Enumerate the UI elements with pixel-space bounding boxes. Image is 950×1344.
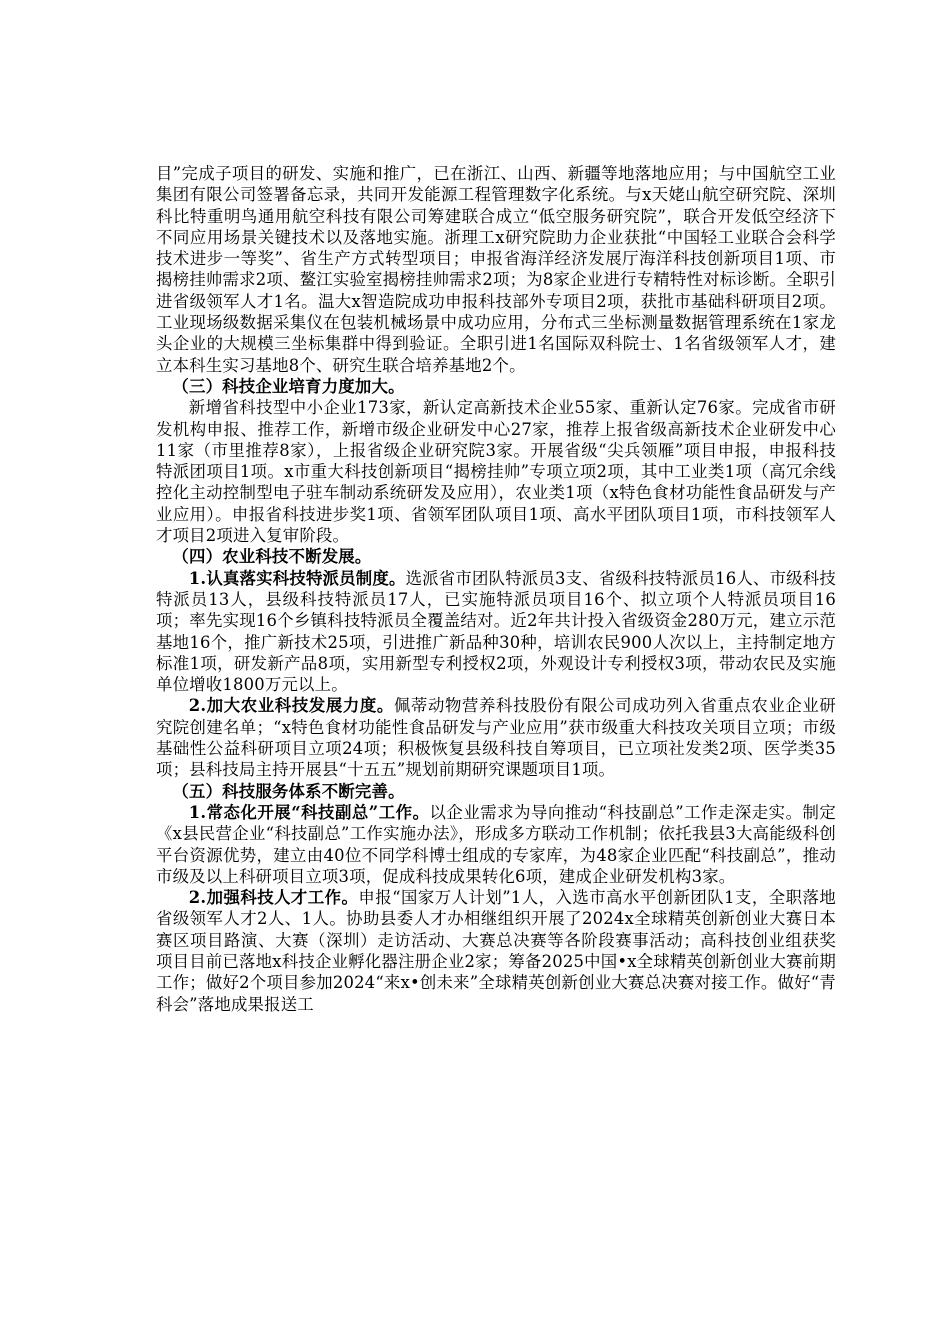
paragraph-continuation: 目”完成子项目的研发、实施和推广，已在浙江、山西、新疆等地落地应用；与中国航空工业集团有限公司签署备忘录，共同开发能源工程管理数字化系统。与x天姥山航空研究院、深圳科比特重明鸟通用航空科技有限公司筹建联合成立“低空服务研究院”，联合开发低空经济下不同应用场景关键技术以及落地实施。浙理工x研究院助力企业获批“中国轻工业联合会科学技术进步一等奖”、省生产方式转型项目；申报省海洋经济发展厅海洋科技创新项目1项、市揭榜挂帅需求2项、鳌江实验室揭榜挂帅需求2项；为8家企业进行专精特性对标诊断。全职引进省级领军人才1名。温大x智造院成功申报科技部外专项目2项，获批市基础科研项目2项。工业现场级数据采集仪在包装机械场景中成功应用，分布式三坐标测量数据管理系统在1家龙头企业的大规模三坐标集群中得到验证。全职引进1名国际双科院士、1名省级领军人才，建立本科生实习基地8个、研究生联合培养基地2个。 (156, 164, 836, 375)
subsection-title-4-1: 1.认真落实科技特派员制度。 (188, 568, 406, 588)
subsection-body-4-1: 选派省市团队特派员3支、省级科技特派员16人、市级科技特派员13人，县级科技特派员17人，已实施特派员项目16个、拟立项个人特派员项目16项；率先实现16个乡镇科技特派员全覆盖结对。近2年共计投入省级资金280万元，建立示范基地16个，推广新技术25项，引进推广新品种30种，培训农民900人次以上，主持制定地方标准1项，研发新产品8项，实用新型专利授权2项，外观设计专利授权3项，带动农民及实施单位增收1800万元以上。 (156, 568, 836, 695)
document-page (156, 163, 836, 1015)
subsection-body-4-2: 佩蒂动物营养科技股份有限公司成功列入省重点农业企业研究院创建名单；“x特色食材功能性食品研发与产业应用”获市级重大科技攻关项目立项；市级基础性公益科研项目立项24项；积极恢复县级科技自筹项目，已立项社发类2项、医学类35项；县科技局主持开展县“十五五”规划前期研究课题项目1项。 (156, 696, 836, 780)
paragraph-enterprise-cultivation: 新增省科技型中小企业173家，新认定高新技术企业55家、重新认定76家。完成省市研发机构申报、推荐工作，新增市级企业研发中心27家，推荐上报省级高新技术企业研发中心11家（市里推荐8家），上报省级企业研究院3家。开展省级“尖兵领雁”项目申报，申报科技特派团项目1项。x市重大科技创新项目“揭榜挂帅”专项立项2项，其中工业类1项（高冗余线控化主动控制型电子驻车制动系统研发及应用），农业类1项（x特色食材功能性食品研发与产业应用）。申报省科技进步奖1项、省领军团队项目1项、高水平团队项目1项，市科技领军人才项目2项进入复审阶段。 (156, 398, 836, 546)
section-heading-5: （五）科技服务体系不断完善。 (172, 781, 405, 801)
section-heading-4: （四）农业科技不断发展。 (172, 547, 372, 567)
subsection-title-4-2: 2.加大农业科技发展力度。 (188, 696, 394, 716)
subsection-title-5-2: 2.加强科技人才工作。 (188, 888, 359, 908)
subsection-body-5-2: 申报“国家万人计划”1人，入选市高水平创新团队1支，全职落地省级领军人才2人、1人。协助县委人才办相继组织开展了2024x全球精英创新创业大赛日本赛区项目路演、大赛（深圳）走访活动、大赛总决赛等各阶段赛事活动；高科技创业组获奖项目目前已落地x科技企业孵化器注册企业2家；筹备2025中国•x全球精英创新创业大赛前期工作；做好2个项目参加2024“来x•创未来”全球精英创新创业大赛总决赛对接工作。做好“青科会”落地成果报送工 (156, 888, 836, 1014)
subsection-title-5-1: 1.常态化开展“科技副总”工作。 (188, 802, 430, 822)
paragraph-talent-work (156, 887, 836, 1015)
paragraph-agri-development (156, 695, 836, 780)
paragraph-tech-vice-president (156, 802, 836, 887)
subsection-body-5-1: 以企业需求为导向推动“科技副总”工作走深走实。制定《x县民营企业“科技副总”工作实施办法》，形成多方联动工作机制；依托我县3大高能级科创平台资源优势，建立由40位不同学科博士组成的专家库，为48家企业匹配“科技副总”，推动市级及以上科研项目立项3项，促成科技成果转化6项，建成企业研发机构3家。 (156, 802, 836, 886)
section-heading-3: （三）科技企业培育力度加大。 (172, 376, 405, 396)
paragraph-special-commissioner (156, 568, 836, 696)
